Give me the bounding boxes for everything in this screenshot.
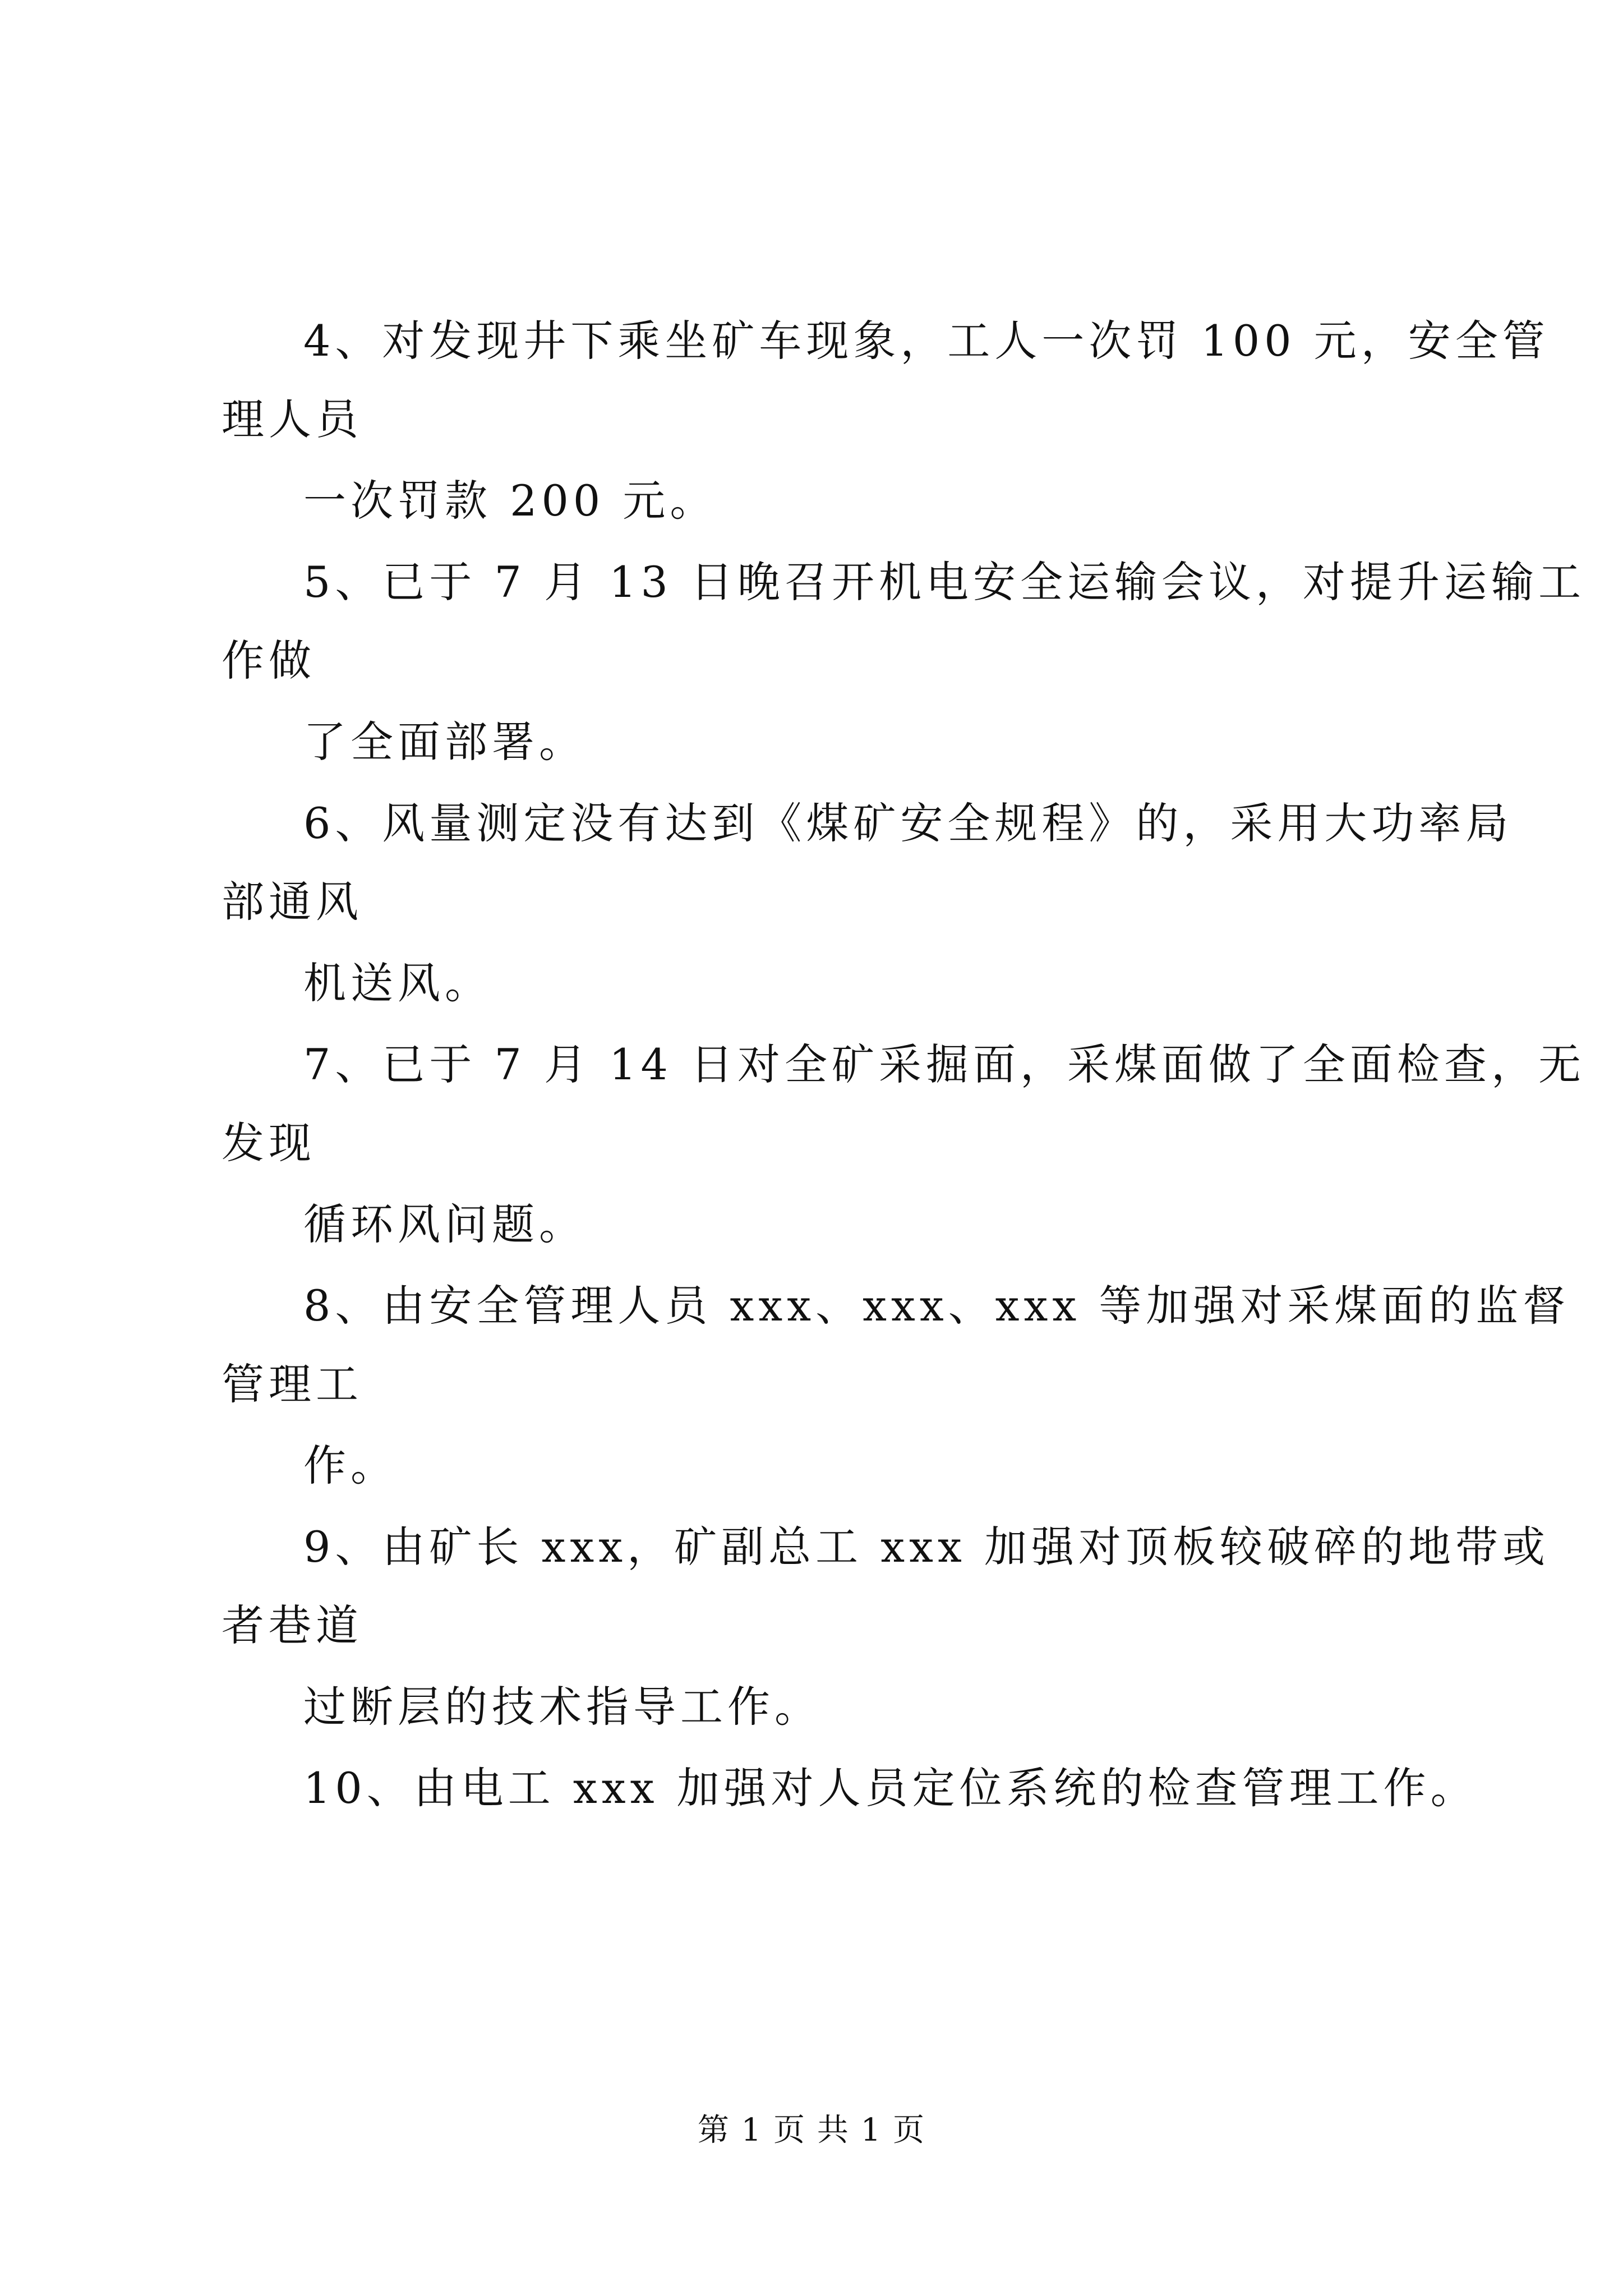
item-9-wrap-line: 者巷道 bbox=[222, 1600, 363, 1650]
item-6-wrap-line: 部通风 bbox=[222, 877, 363, 927]
item-9-continuation: 过断层的技术指导工作。 bbox=[303, 1682, 822, 1732]
item-7-first-line: 7、已于 7 月 14 日对全矿采掘面，采煤面做了全面检查，无 bbox=[303, 1039, 1586, 1089]
item-7-continuation: 循环风问题。 bbox=[303, 1199, 586, 1249]
item-6-first-line: 6、风量测定没有达到《煤矿安全规程》的，采用大功率局 bbox=[303, 798, 1513, 848]
item-8-continuation: 作。 bbox=[303, 1441, 398, 1490]
item-5-first-line: 5、已于 7 月 13 日晚召开机电安全运输会议，对提升运输工 bbox=[303, 557, 1586, 607]
item-5-wrap-line: 作做 bbox=[222, 636, 316, 685]
page-number-footer: 第 1 页 共 1 页 bbox=[697, 2112, 926, 2148]
item-10-first-line: 10、由电工 xxx 加强对人员定位系统的检查管理工作。 bbox=[303, 1763, 1478, 1813]
item-8-first-line: 8、由安全管理人员 xxx、xxx、xxx 等加强对采煤面的监督 bbox=[303, 1281, 1570, 1331]
item-4-wrap-line: 理人员 bbox=[222, 394, 363, 444]
item-7-wrap-line: 发现 bbox=[222, 1118, 316, 1168]
item-6-continuation: 机送风。 bbox=[303, 958, 492, 1008]
item-4-first-line: 4、对发现井下乘坐矿车现象，工人一次罚 100 元，安全管 bbox=[303, 316, 1550, 366]
item-5-continuation: 了全面部署。 bbox=[303, 717, 586, 767]
item-9-first-line: 9、由矿长 xxx，矿副总工 xxx 加强对顶板较破碎的地带或 bbox=[303, 1522, 1550, 1572]
item-8-wrap-line: 管理工 bbox=[222, 1359, 363, 1409]
item-4-continuation: 一次罚款 200 元。 bbox=[303, 476, 717, 526]
